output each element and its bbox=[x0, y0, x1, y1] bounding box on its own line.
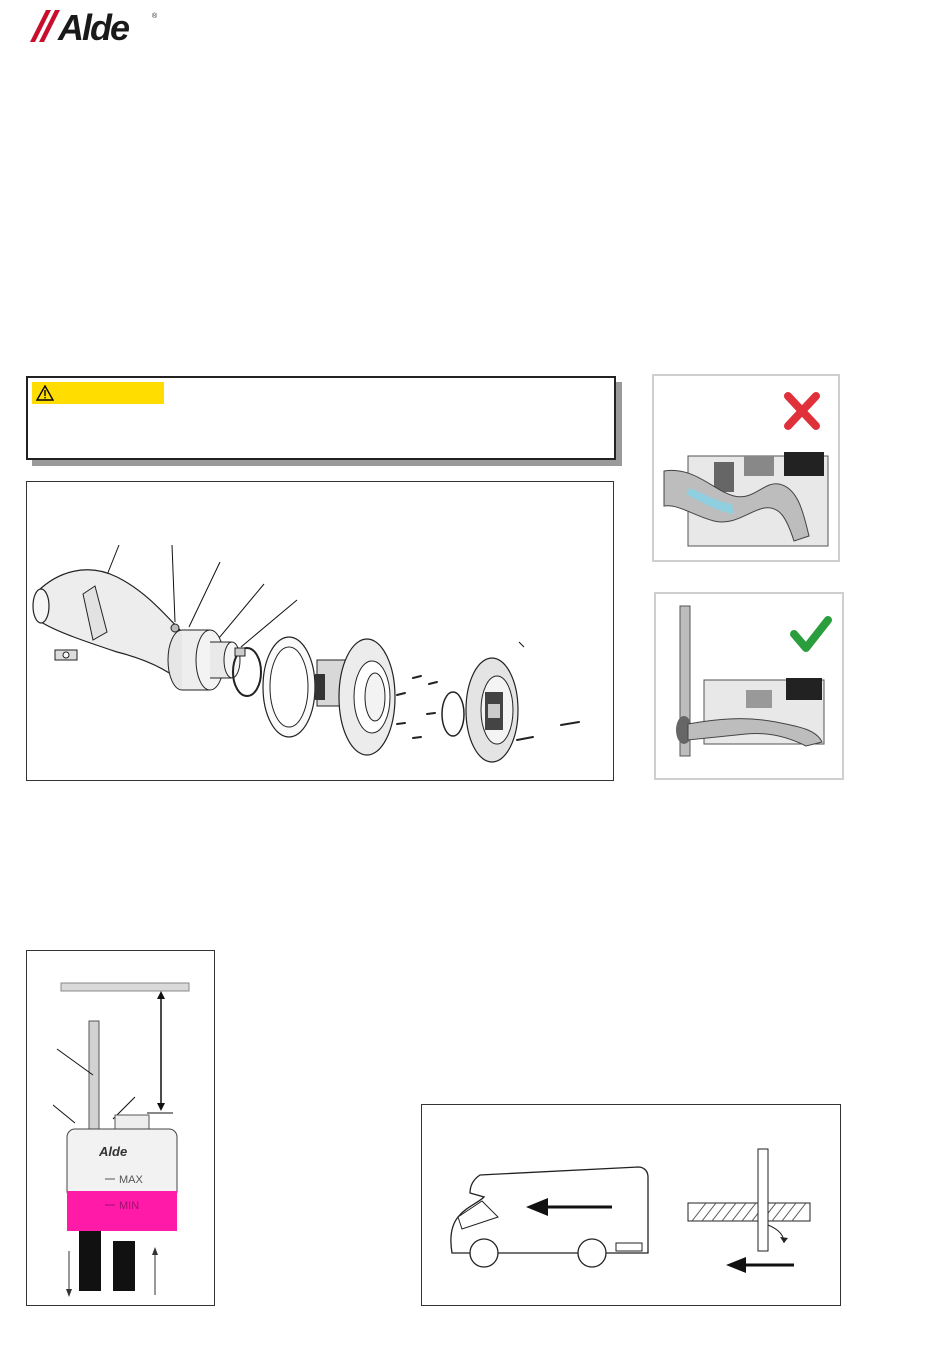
warning-badge bbox=[32, 382, 164, 404]
vehicle-direction-diagram bbox=[421, 1104, 841, 1306]
warning-box bbox=[26, 376, 616, 460]
alde-logo bbox=[24, 6, 164, 46]
flue-exploded-diagram bbox=[26, 481, 614, 781]
max-label: MAX bbox=[119, 1174, 143, 1186]
svg-text:Alde: Alde bbox=[58, 7, 129, 46]
warning-triangle-icon bbox=[36, 385, 54, 401]
svg-text:®: ® bbox=[152, 13, 158, 20]
expansion-tank-diagram bbox=[26, 950, 215, 1306]
wrong-installation-photo bbox=[652, 374, 840, 562]
tank-logo: Alde bbox=[99, 1144, 128, 1159]
correct-installation-photo bbox=[654, 592, 844, 780]
min-label: MIN bbox=[119, 1200, 140, 1212]
cross-icon bbox=[788, 396, 816, 426]
check-icon bbox=[794, 620, 828, 648]
